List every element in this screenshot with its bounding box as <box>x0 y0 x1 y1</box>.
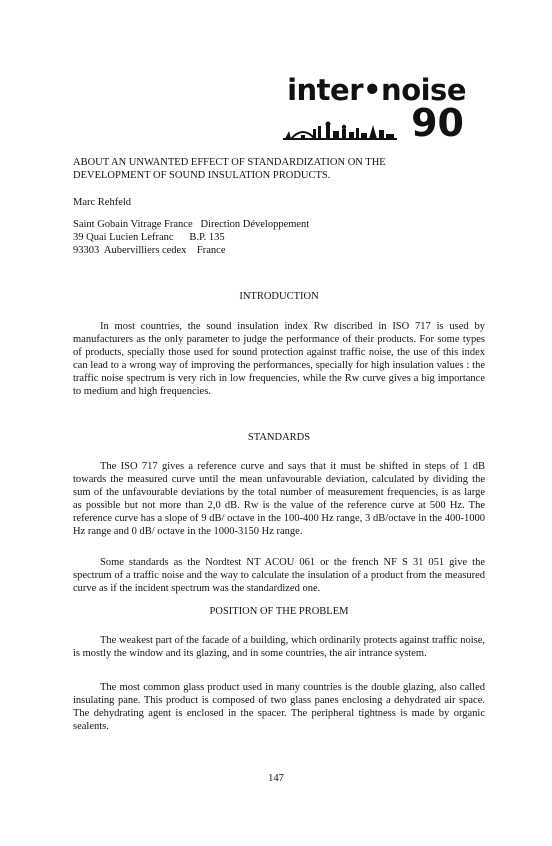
logo-text: inter•noise <box>287 73 466 107</box>
paragraph: The ISO 717 gives a reference curve and says that it must be shifted in steps of 1 dB towards the measured curve until the mean unfavourable deviation, calculated by dividing the sum of the unfavourable deviations by the total number of measurement frequencies, is as large as possible but not more than 2,0 dB. Rw is the value of the reference curve at 500 Hz. The reference curve has a slope of 9 dB/ octave in the 100-400 Hz range, 3 dB/octave in the 400-1000 Hz range and 0 dB/ octave in the 1000-3150 Hz range. <box>73 461 485 537</box>
skyline-logo-graphic <box>283 117 403 141</box>
affiliation-line: 93303 Aubervilliers cedex France <box>73 245 226 256</box>
page-number: 147 <box>268 773 284 784</box>
title-line: ABOUT AN UNWANTED EFFECT OF STANDARDIZATION ON THE <box>73 157 386 168</box>
title-line: DEVELOPMENT OF SOUND INSULATION PRODUCTS. <box>73 170 331 181</box>
affiliation-line: 39 Quai Lucien Lefranc B.P. 135 <box>73 232 225 243</box>
paragraph: In most countries, the sound insulation index Rw discribed in ISO 717 is used by manufacturers as the only parameter to judge the performance of their products. For some types of products, specially those used for sound protection against traffic noise, the use of this index can lead to a wrong way of improving the performances, specially for high insulation values : the traffic noise spectrum is very rich in low frequencies, while the Rw curve gives a big importance to medium and high frequencies. <box>73 321 485 397</box>
author-affiliation <box>73 218 485 257</box>
paragraph: The most common glass product used in many countries is the double glazing, also called insulating pane. This product is composed of two glass panes enclosing a dehydrated air space. The dehydrating agent is enclosed in the spacer. The peripheral tightness is made by organic sealents. <box>73 682 485 732</box>
section-heading-introduction: INTRODUCTION <box>239 291 319 302</box>
paragraph: Some standards as the Nordtest NT ACOU 061 or the french NF S 31 051 give the spectrum of a traffic noise and the way to calculate the insulation of a product from the measured curve as if the incident spectrum was the standardized one. <box>73 557 485 594</box>
paper-title <box>73 156 485 182</box>
section-heading-position: POSITION OF THE PROBLEM <box>209 606 349 617</box>
affiliation-line: Saint Gobain Vitrage France Direction Développement <box>73 219 310 230</box>
section-heading-standards: STANDARDS <box>247 432 311 443</box>
paragraph: The weakest part of the facade of a building, which ordinarily protects against traffic noise, is mostly the window and its glazing, and in some countries, the air intrance system. <box>73 635 485 659</box>
conference-logo <box>283 73 466 145</box>
author-name: Marc Rehfeld <box>73 197 132 208</box>
logo-year: 90 <box>411 101 464 145</box>
